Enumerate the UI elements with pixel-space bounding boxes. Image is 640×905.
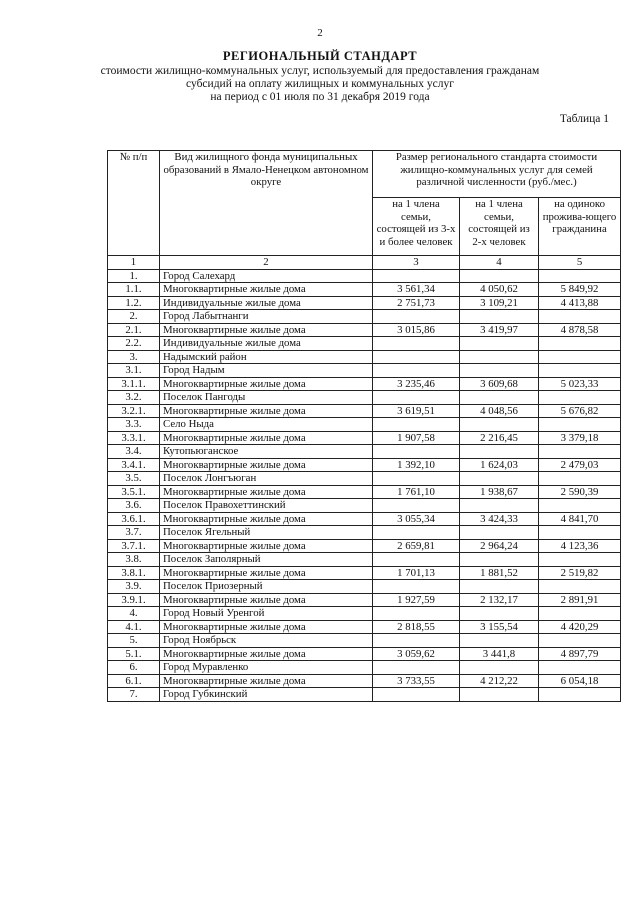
value-single-cell [539, 634, 621, 648]
row-name-cell: Индивидуальные жилые дома [160, 296, 373, 310]
row-name-cell: Поселок Пангоды [160, 391, 373, 405]
value-family-3plus-cell [373, 269, 460, 283]
value-family-2-cell [460, 445, 539, 459]
value-family-2-cell [460, 580, 539, 594]
value-family-2-cell: 3 441,8 [460, 647, 539, 661]
value-family-2-cell: 4 050,62 [460, 283, 539, 297]
row-number-cell: 3.3.1. [108, 431, 160, 445]
row-name-cell: Многоквартирные жилые дома [160, 458, 373, 472]
row-name-cell: Город Салехард [160, 269, 373, 283]
value-single-cell [539, 364, 621, 378]
value-single-cell [539, 310, 621, 324]
value-family-2-cell: 2 132,17 [460, 593, 539, 607]
value-family-2-cell [460, 553, 539, 567]
value-family-3plus-cell [373, 661, 460, 675]
value-family-3plus-cell [373, 607, 460, 621]
header-housing-type: Вид жилищного фонда муниципальных образований в Ямало-Ненецком автономном округе [160, 151, 373, 256]
value-single-cell [539, 391, 621, 405]
value-family-2-cell [460, 688, 539, 702]
value-family-2-cell [460, 607, 539, 621]
value-family-2-cell: 3 109,21 [460, 296, 539, 310]
row-number-cell: 1.1. [108, 283, 160, 297]
subtitle-line-2: субсидий на оплату жилищных и коммунальных услуг [186, 78, 454, 90]
row-number-cell: 5. [108, 634, 160, 648]
row-number-cell: 4.1. [108, 620, 160, 634]
row-number-cell: 3.5. [108, 472, 160, 486]
value-family-3plus-cell: 2 818,55 [373, 620, 460, 634]
page-number: 2 [317, 27, 323, 39]
value-family-2-cell [460, 418, 539, 432]
table-row [108, 283, 621, 297]
row-number-cell: 3.1.1. [108, 377, 160, 391]
header-number: № п/п [108, 151, 160, 256]
row-number-cell: 7. [108, 688, 160, 702]
value-single-cell: 4 878,58 [539, 323, 621, 337]
table-row [108, 337, 621, 351]
value-family-2-cell [460, 337, 539, 351]
table-row [108, 580, 621, 594]
table-row [108, 661, 621, 675]
row-name-cell: Надымский район [160, 350, 373, 364]
column-number-5: 5 [539, 256, 621, 270]
value-family-2-cell [460, 661, 539, 675]
value-family-2-cell [460, 472, 539, 486]
row-number-cell: 3.4. [108, 445, 160, 459]
value-family-3plus-cell: 3 619,51 [373, 404, 460, 418]
table-row [108, 404, 621, 418]
table-row [108, 553, 621, 567]
table-row [108, 364, 621, 378]
row-name-cell: Поселок Заполярный [160, 553, 373, 567]
value-family-3plus-cell [373, 580, 460, 594]
row-name-cell: Многоквартирные жилые дома [160, 377, 373, 391]
table-row [108, 350, 621, 364]
value-family-2-cell [460, 364, 539, 378]
document-title: РЕГИОНАЛЬНЫЙ СТАНДАРТ [222, 49, 418, 63]
value-family-3plus-cell [373, 391, 460, 405]
table-row [108, 472, 621, 486]
value-single-cell [539, 553, 621, 567]
row-number-cell: 2.2. [108, 337, 160, 351]
value-family-3plus-cell: 2 751,73 [373, 296, 460, 310]
table-row [108, 526, 621, 540]
row-name-cell: Поселок Правохеттинский [160, 499, 373, 513]
value-family-3plus-cell [373, 364, 460, 378]
row-number-cell: 3.4.1. [108, 458, 160, 472]
value-single-cell: 5 849,92 [539, 283, 621, 297]
row-number-cell: 5.1. [108, 647, 160, 661]
header-standard-size: Размер регионального стандарта стоимости жилищно-коммунальных услуг для семей различной численности (руб./мес.) [373, 151, 621, 198]
value-family-2-cell [460, 269, 539, 283]
value-single-cell: 4 420,29 [539, 620, 621, 634]
row-name-cell: Поселок Приозерный [160, 580, 373, 594]
value-family-3plus-cell [373, 418, 460, 432]
table-row [108, 688, 621, 702]
value-family-2-cell: 1 881,52 [460, 566, 539, 580]
row-number-cell: 3.6. [108, 499, 160, 513]
table-row [108, 296, 621, 310]
value-single-cell [539, 337, 621, 351]
column-number-1: 1 [108, 256, 160, 270]
value-single-cell: 6 054,18 [539, 674, 621, 688]
table-row [108, 418, 621, 432]
value-family-2-cell: 3 609,68 [460, 377, 539, 391]
value-single-cell: 2 590,39 [539, 485, 621, 499]
value-single-cell: 4 123,36 [539, 539, 621, 553]
table-row [108, 674, 621, 688]
value-family-2-cell: 1 938,67 [460, 485, 539, 499]
row-number-cell: 3.6.1. [108, 512, 160, 526]
value-single-cell: 2 891,91 [539, 593, 621, 607]
row-number-cell: 3.2. [108, 391, 160, 405]
value-single-cell [539, 661, 621, 675]
value-single-cell [539, 350, 621, 364]
table-row [108, 512, 621, 526]
value-family-2-cell: 4 212,22 [460, 674, 539, 688]
value-family-2-cell: 3 155,54 [460, 620, 539, 634]
value-family-3plus-cell [373, 472, 460, 486]
value-family-3plus-cell: 1 701,13 [373, 566, 460, 580]
value-family-3plus-cell: 1 927,59 [373, 593, 460, 607]
header-family-2: на 1 члена семьи, состоящей из 2-х человек [460, 198, 539, 256]
value-single-cell: 4 897,79 [539, 647, 621, 661]
value-family-3plus-cell [373, 350, 460, 364]
row-number-cell: 3.1. [108, 364, 160, 378]
column-number-2: 2 [160, 256, 373, 270]
row-number-cell: 6.1. [108, 674, 160, 688]
value-family-2-cell [460, 634, 539, 648]
table-row [108, 499, 621, 513]
row-name-cell: Многоквартирные жилые дома [160, 620, 373, 634]
row-number-cell: 3.3. [108, 418, 160, 432]
value-single-cell [539, 418, 621, 432]
column-number-3: 3 [373, 256, 460, 270]
value-single-cell [539, 688, 621, 702]
row-number-cell: 3.9.1. [108, 593, 160, 607]
row-name-cell: Село Ныда [160, 418, 373, 432]
value-family-3plus-cell [373, 634, 460, 648]
row-name-cell: Город Ноябрьск [160, 634, 373, 648]
value-family-3plus-cell: 1 392,10 [373, 458, 460, 472]
row-number-cell: 3. [108, 350, 160, 364]
value-single-cell: 2 479,03 [539, 458, 621, 472]
value-single-cell: 3 379,18 [539, 431, 621, 445]
value-family-2-cell [460, 391, 539, 405]
value-family-3plus-cell: 3 235,46 [373, 377, 460, 391]
row-name-cell: Город Муравленко [160, 661, 373, 675]
table-row [108, 593, 621, 607]
value-single-cell [539, 499, 621, 513]
table-row [108, 539, 621, 553]
value-family-3plus-cell [373, 310, 460, 324]
row-name-cell: Многоквартирные жилые дома [160, 566, 373, 580]
value-family-2-cell [460, 526, 539, 540]
value-family-3plus-cell [373, 553, 460, 567]
value-single-cell [539, 472, 621, 486]
row-name-cell: Многоквартирные жилые дома [160, 593, 373, 607]
row-name-cell: Многоквартирные жилые дома [160, 647, 373, 661]
value-family-3plus-cell: 1 761,10 [373, 485, 460, 499]
value-single-cell: 4 841,70 [539, 512, 621, 526]
value-single-cell: 5 023,33 [539, 377, 621, 391]
row-number-cell: 3.9. [108, 580, 160, 594]
row-number-cell: 1.2. [108, 296, 160, 310]
row-name-cell: Поселок Ягельный [160, 526, 373, 540]
table-row [108, 647, 621, 661]
column-number-4: 4 [460, 256, 539, 270]
row-name-cell: Город Лабытнанги [160, 310, 373, 324]
row-number-cell: 2.1. [108, 323, 160, 337]
table-row [108, 458, 621, 472]
value-family-3plus-cell: 3 733,55 [373, 674, 460, 688]
row-name-cell: Многоквартирные жилые дома [160, 674, 373, 688]
row-name-cell: Многоквартирные жилые дома [160, 539, 373, 553]
row-name-cell: Город Губкинский [160, 688, 373, 702]
row-number-cell: 3.8.1. [108, 566, 160, 580]
row-number-cell: 4. [108, 607, 160, 621]
value-single-cell [539, 526, 621, 540]
subtitle-line-1: стоимости жилищно-коммунальных услуг, используемый для предоставления гражданам [100, 65, 540, 77]
table-row [108, 485, 621, 499]
row-name-cell: Индивидуальные жилые дома [160, 337, 373, 351]
table-row [108, 377, 621, 391]
value-family-2-cell: 2 964,24 [460, 539, 539, 553]
row-number-cell: 3.8. [108, 553, 160, 567]
row-name-cell: Многоквартирные жилые дома [160, 283, 373, 297]
table-row [108, 620, 621, 634]
row-name-cell: Многоквартирные жилые дома [160, 404, 373, 418]
value-family-2-cell: 4 048,56 [460, 404, 539, 418]
standard-table [107, 150, 621, 702]
value-family-3plus-cell: 2 659,81 [373, 539, 460, 553]
value-family-3plus-cell [373, 337, 460, 351]
row-number-cell: 6. [108, 661, 160, 675]
header-family-3plus: на 1 члена семьи, состоящей из 3-х и более человек [373, 198, 460, 256]
row-number-cell: 3.7.1. [108, 539, 160, 553]
row-name-cell: Многоквартирные жилые дома [160, 323, 373, 337]
header-single: на одиноко прожива-ющего гражданина [539, 198, 621, 256]
table-row [108, 269, 621, 283]
subtitle-line-3: на период с 01 июля по 31 декабря 2019 года [210, 91, 430, 103]
table-row [108, 607, 621, 621]
value-family-3plus-cell [373, 526, 460, 540]
row-number-cell: 2. [108, 310, 160, 324]
table-label: Таблица 1 [559, 113, 609, 125]
value-single-cell [539, 269, 621, 283]
value-family-3plus-cell [373, 445, 460, 459]
value-family-3plus-cell: 3 015,86 [373, 323, 460, 337]
table-row [108, 431, 621, 445]
value-family-2-cell [460, 350, 539, 364]
row-name-cell: Кутопьюганское [160, 445, 373, 459]
row-name-cell: Многоквартирные жилые дома [160, 431, 373, 445]
row-number-cell: 1. [108, 269, 160, 283]
table-row [108, 445, 621, 459]
value-family-2-cell [460, 499, 539, 513]
value-single-cell: 4 413,88 [539, 296, 621, 310]
row-name-cell: Поселок Лонгъюган [160, 472, 373, 486]
value-family-2-cell: 2 216,45 [460, 431, 539, 445]
table-row [108, 310, 621, 324]
value-family-3plus-cell: 1 907,58 [373, 431, 460, 445]
value-family-2-cell: 3 419,97 [460, 323, 539, 337]
value-family-3plus-cell: 3 055,34 [373, 512, 460, 526]
value-single-cell: 2 519,82 [539, 566, 621, 580]
table-row [108, 391, 621, 405]
value-family-2-cell: 1 624,03 [460, 458, 539, 472]
row-number-cell: 3.7. [108, 526, 160, 540]
value-family-3plus-cell [373, 499, 460, 513]
row-number-cell: 3.5.1. [108, 485, 160, 499]
value-family-3plus-cell: 3 561,34 [373, 283, 460, 297]
value-single-cell [539, 607, 621, 621]
row-name-cell: Город Новый Уренгой [160, 607, 373, 621]
value-single-cell [539, 580, 621, 594]
value-family-3plus-cell [373, 688, 460, 702]
value-single-cell [539, 445, 621, 459]
value-family-2-cell [460, 310, 539, 324]
table-row [108, 566, 621, 580]
row-name-cell: Город Надым [160, 364, 373, 378]
value-family-2-cell: 3 424,33 [460, 512, 539, 526]
row-name-cell: Многоквартирные жилые дома [160, 512, 373, 526]
value-single-cell: 5 676,82 [539, 404, 621, 418]
row-name-cell: Многоквартирные жилые дома [160, 485, 373, 499]
value-family-3plus-cell: 3 059,62 [373, 647, 460, 661]
table-row [108, 634, 621, 648]
row-number-cell: 3.2.1. [108, 404, 160, 418]
table-row [108, 323, 621, 337]
